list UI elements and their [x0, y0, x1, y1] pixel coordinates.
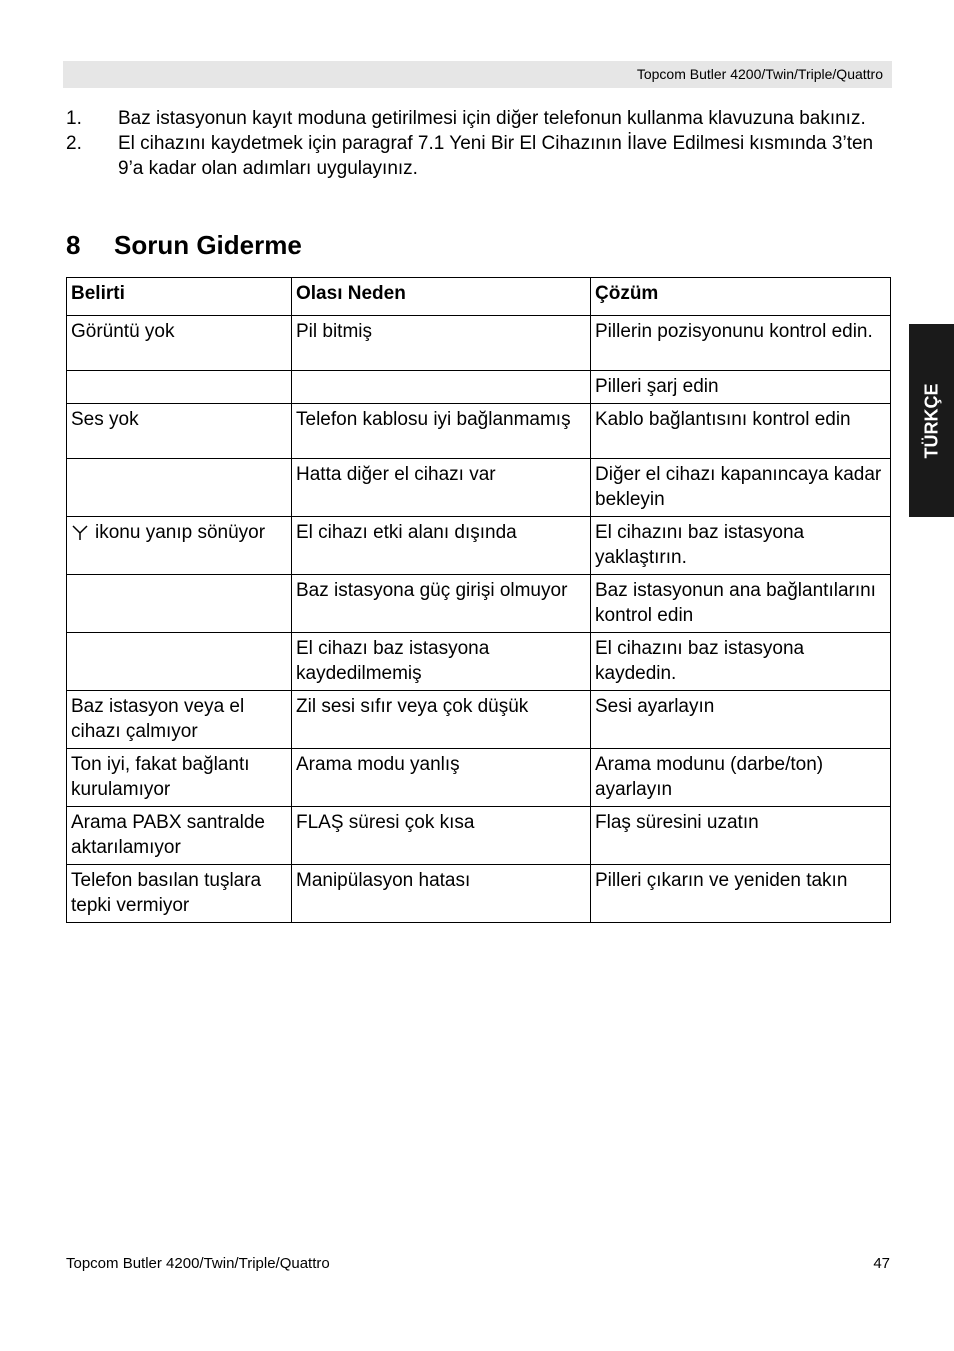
table-row [67, 633, 891, 691]
table-cell: Kablo bağlantısını kontrol edin [591, 404, 891, 459]
step-item [66, 106, 896, 131]
table-cell [67, 575, 292, 633]
column-header-cause: Olası Neden [292, 278, 591, 316]
step-number: 2. [66, 133, 82, 154]
table-cell: El cihazını baz istasyona yaklaştırın. [591, 517, 891, 575]
table-row [67, 517, 891, 575]
table-cell: Ses yok [67, 404, 292, 459]
table-cell: Baz istasyon veya el cihazı çalmıyor [67, 691, 292, 749]
section-title: Sorun Giderme [114, 230, 302, 260]
table-cell: Arama modu yanlış [292, 749, 591, 807]
table-cell: Flaş süresini uzatın [591, 807, 891, 865]
table-cell: El cihazı baz istasyona kaydedilmemiş [292, 633, 591, 691]
table-cell: Arama modunu (darbe/ton) ayarlayın [591, 749, 891, 807]
page-number: 47 [873, 1255, 890, 1272]
header-title: Topcom Butler 4200/Twin/Triple/Quattro [636, 66, 883, 82]
table-cell: Pil bitmiş [292, 316, 591, 371]
table-cell [67, 371, 292, 404]
table-row [67, 691, 891, 749]
table-row [67, 371, 891, 404]
table-cell: Ton iyi, fakat bağlantı kurulamıyor [67, 749, 292, 807]
table-row [67, 807, 891, 865]
table-cell [67, 633, 292, 691]
step-number: 1. [66, 108, 82, 129]
table-cell: FLAŞ süresi çok kısa [292, 807, 591, 865]
table-row [67, 404, 891, 459]
table-cell: Baz istasyona güç girişi olmuyor [292, 575, 591, 633]
column-header-symptom: Belirti [67, 278, 292, 316]
table-row [67, 865, 891, 923]
table-row [67, 316, 891, 371]
step-text: El cihazını kaydetmek için paragraf 7.1 Yeni Bir El Cihazının İlave Edilmesi kısmında 3’ten 9’a kadar olan adımları uygulayınız. [118, 133, 874, 179]
section-heading [66, 230, 302, 261]
table-row [67, 575, 891, 633]
table-cell: Hatta diğer el cihazı var [292, 459, 591, 517]
language-tab [909, 324, 954, 517]
table-cell: Pilleri çıkarın ve yeniden takın [591, 865, 891, 923]
table-cell: Arama PABX santralde aktarılamıyor [67, 807, 292, 865]
footer-title: Topcom Butler 4200/Twin/Triple/Quattro [66, 1255, 330, 1272]
table-cell: Zil sesi sıfır veya çok düşük [292, 691, 591, 749]
table-cell: Baz istasyonun ana bağlantılarını kontrol edin [591, 575, 891, 633]
table-cell: El cihazı etki alanı dışında [292, 517, 591, 575]
language-tab-label: TÜRKÇE [921, 383, 941, 458]
column-header-solution: Çözüm [591, 278, 891, 316]
troubleshooting-table [66, 277, 891, 923]
page-header [63, 61, 892, 88]
table-cell: Telefon basılan tuşlara tepki vermiyor [67, 865, 292, 923]
step-text: Baz istasyonun kayıt moduna getirilmesi için diğer telefonun kullanma klavuzuna bakınız. [118, 108, 866, 129]
instruction-steps [66, 106, 896, 181]
table-row [67, 459, 891, 517]
antenna-icon [71, 523, 89, 541]
symptom-text: ikonu yanıp sönüyor [95, 522, 266, 543]
table-cell: Sesi ayarlayın [591, 691, 891, 749]
table-cell: Görüntü yok [67, 316, 292, 371]
table-cell [67, 517, 292, 575]
table-header-row [67, 278, 891, 316]
table-cell [67, 459, 292, 517]
table-cell: Diğer el cihazı kapanıncaya kadar bekleyin [591, 459, 891, 517]
table-cell: Pillerin pozisyonunu kontrol edin. [591, 316, 891, 371]
table-cell: Pilleri şarj edin [591, 371, 891, 404]
table-row [67, 749, 891, 807]
section-number: 8 [66, 230, 81, 260]
table-cell [292, 371, 591, 404]
table-cell: Telefon kablosu iyi bağlanmamış [292, 404, 591, 459]
table-cell: Manipülasyon hatası [292, 865, 591, 923]
step-item [66, 131, 896, 181]
table-cell: El cihazını baz istasyona kaydedin. [591, 633, 891, 691]
